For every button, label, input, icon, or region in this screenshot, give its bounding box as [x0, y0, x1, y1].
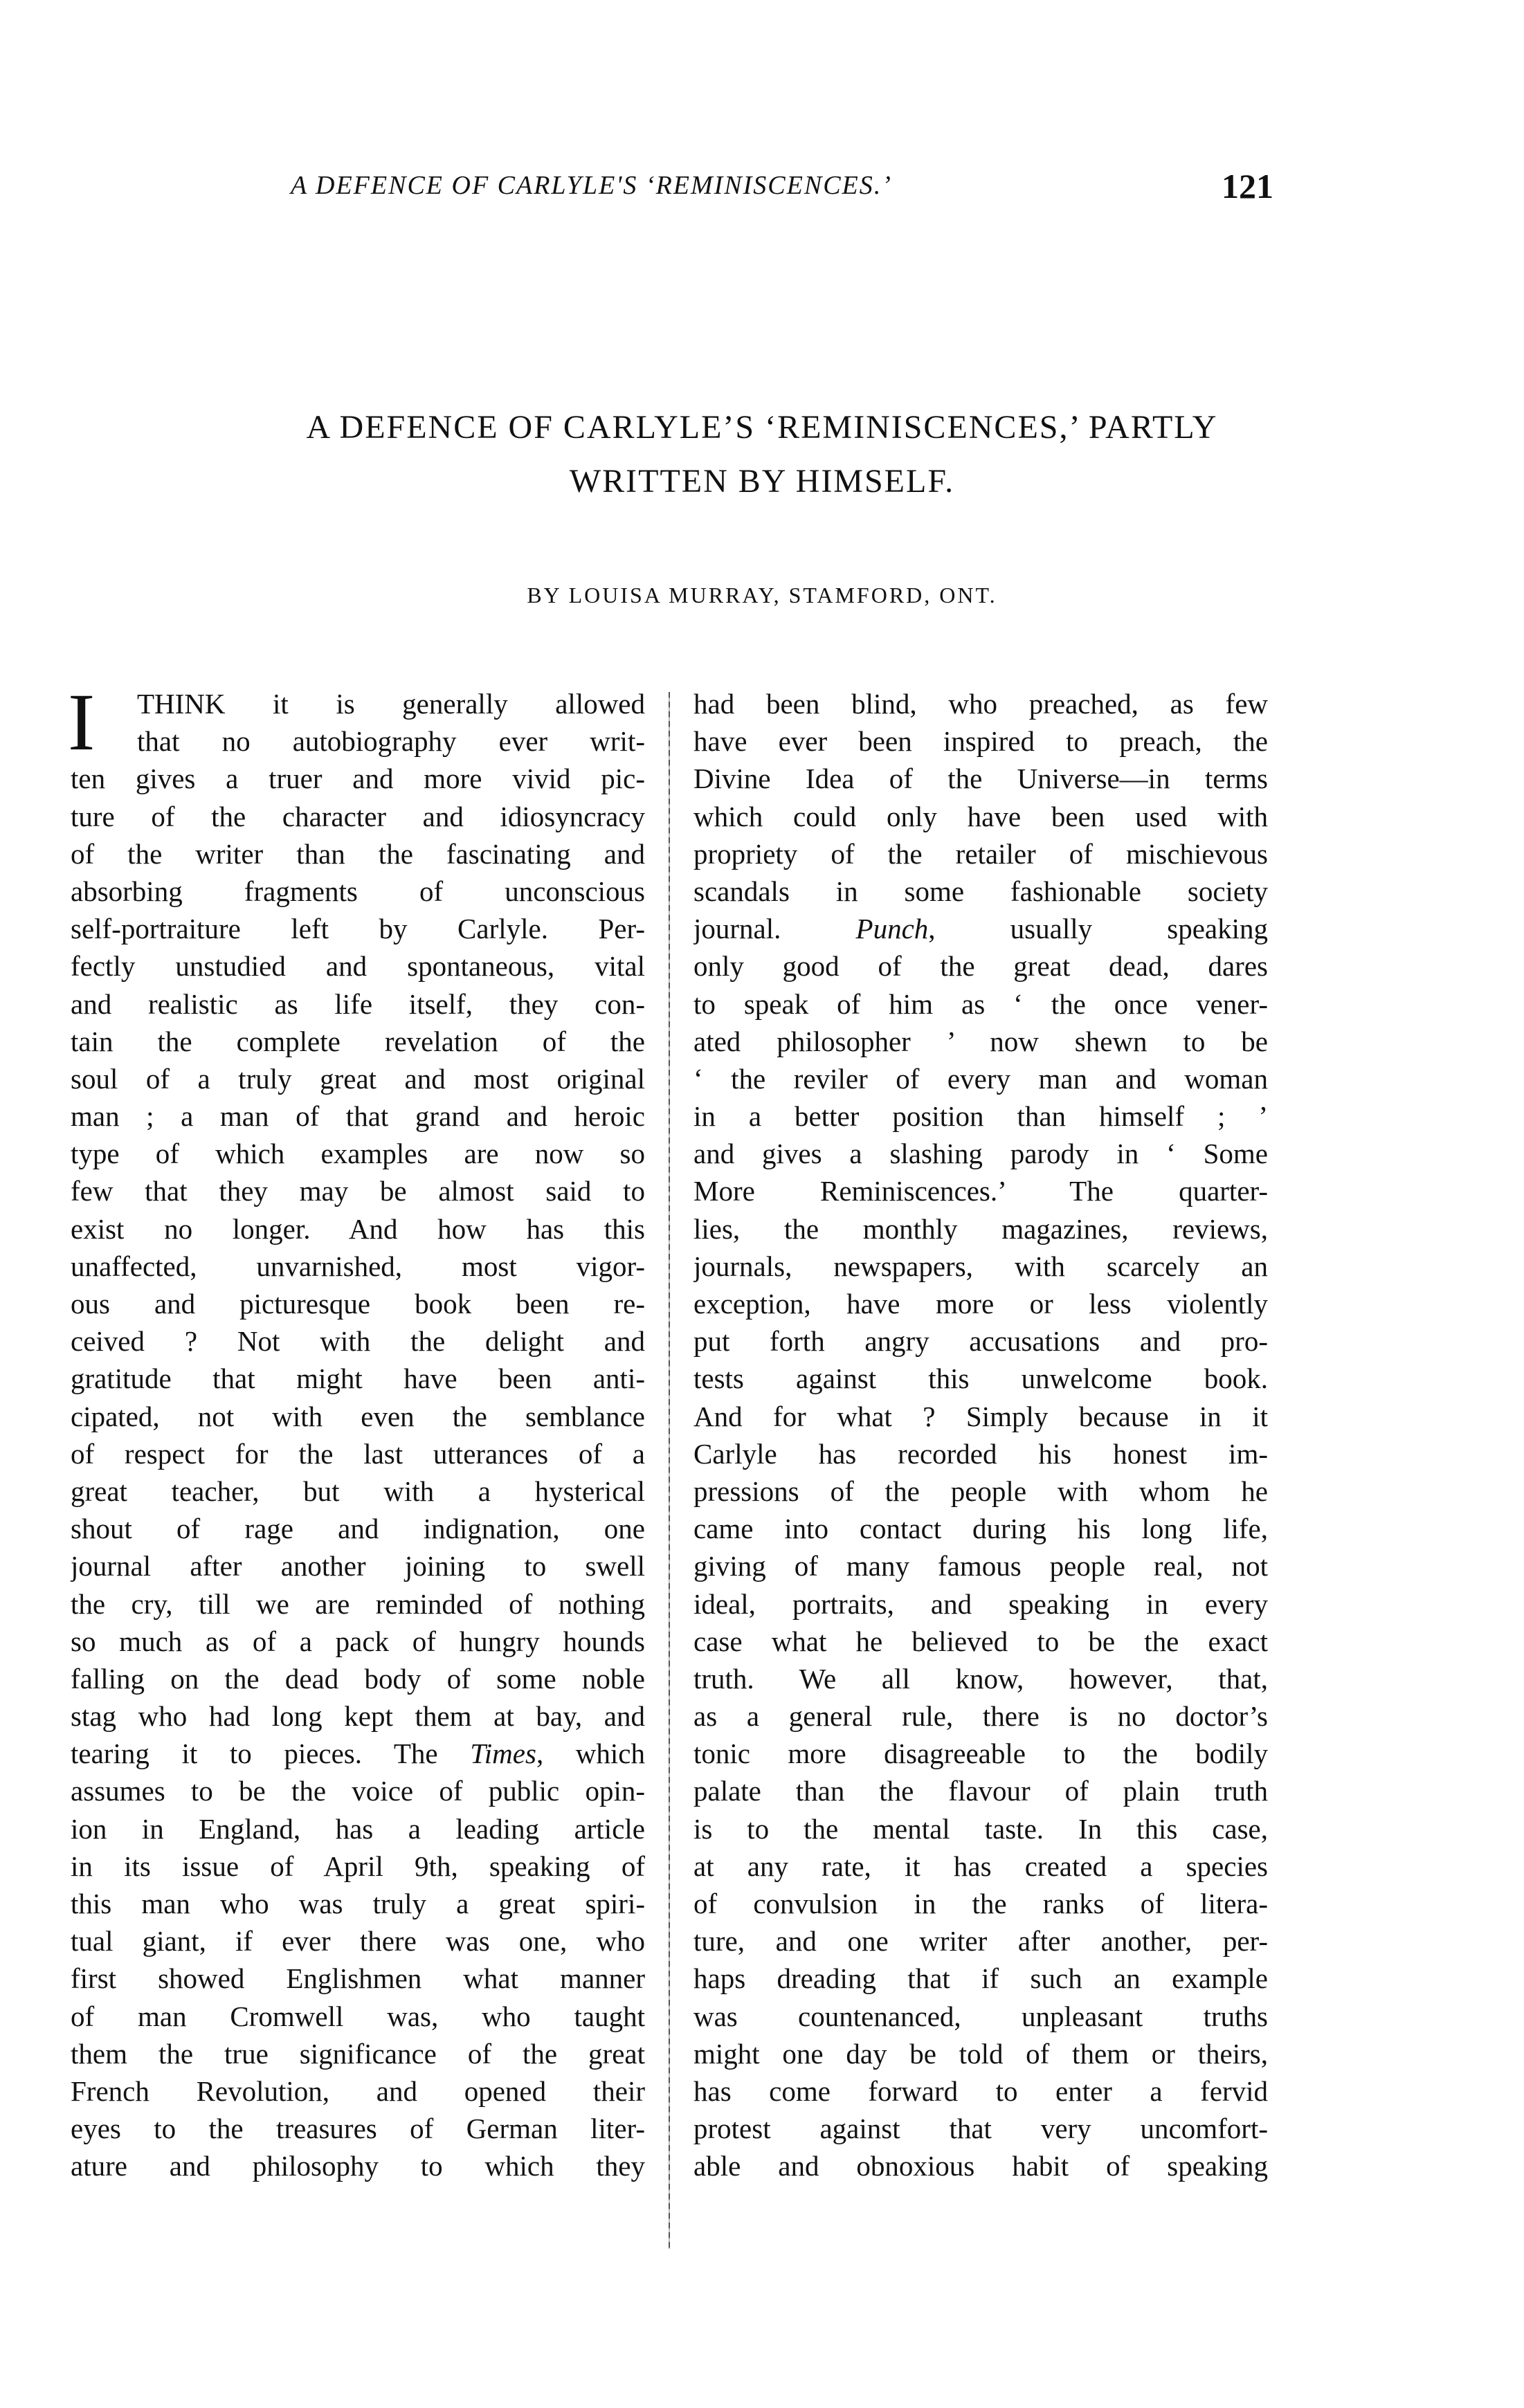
text-segment: journal. — [693, 913, 781, 945]
text-line: assumes to be the voice of public opin- — [71, 1775, 645, 1807]
text-line: journal after another joining to swell — [71, 1550, 645, 1582]
text-line: absorbing fragments of unconscious — [71, 875, 645, 907]
text-line: only good of the great dead, dares — [693, 950, 1268, 983]
text-line: scandals in some fashionable society — [693, 875, 1268, 907]
text-line: ated philosopher ’ now shewn to be — [693, 1025, 1268, 1057]
text-line: that no autobiography ever writ- — [137, 725, 645, 758]
text-line: pressions of the people with whom he — [693, 1475, 1268, 1507]
text-line: THINK it is generally allowed — [137, 688, 645, 720]
text-line: journals, newspapers, with scarcely an — [693, 1250, 1268, 1282]
text-segment: tearing it to pieces. The — [71, 1737, 438, 1770]
text-line — [71, 1735, 645, 1772]
text-line: falling on the dead body of some noble — [71, 1662, 645, 1695]
article-title-line-1: A DEFENCE OF CARLYLE’S ‘REMINISCENCES,’ PARTLY — [306, 409, 1218, 446]
text-line: exist no longer. And how has this — [71, 1212, 645, 1245]
text-line: exception, have more or less violently — [693, 1288, 1268, 1320]
text-line: ous and picturesque book been re- — [71, 1288, 645, 1320]
text-line: eyes to the treasures of German liter- — [71, 2113, 645, 2145]
text-line: came into contact during his long life, — [693, 1513, 1268, 1545]
text-line: case what he believed to be the exact — [693, 1625, 1268, 1657]
text-line: type of which examples are now so — [71, 1138, 645, 1170]
text-line: haps dreading that if such an example — [693, 1962, 1268, 1995]
text-line: ceived ? Not with the delight and — [71, 1325, 645, 1358]
text-line: put forth angry accusations and pro- — [693, 1325, 1268, 1358]
text-line: Divine Idea of the Universe—in terms — [693, 763, 1268, 795]
text-line: is to the mental taste. In this case, — [693, 1812, 1268, 1845]
text-line: might one day be told of them or theirs, — [693, 2037, 1268, 2070]
text-line: had been blind, who preached, as few — [693, 688, 1268, 720]
column-rule — [669, 692, 670, 2249]
text-line: ature and philosophy to which they — [71, 2150, 645, 2182]
text-line: in a better position than himself ; ’ — [693, 1100, 1268, 1133]
text-line: have ever been inspired to preach, the — [693, 725, 1268, 758]
text-line: gratitude that might have been anti- — [71, 1362, 645, 1395]
text-line: the cry, till we are reminded of nothing — [71, 1587, 645, 1620]
text-line: few that they may be almost said to — [71, 1175, 645, 1207]
text-line: fectly unstudied and spontaneous, vital — [71, 950, 645, 983]
text-line: ten gives a truer and more vivid pic- — [71, 763, 645, 795]
text-line: French Revolution, and opened their — [71, 2074, 645, 2107]
text-line: tests against this unwelcome book. — [693, 1362, 1268, 1395]
text-line: ideal, portraits, and speaking in every — [693, 1587, 1268, 1620]
text-line: and realistic as life itself, they con- — [71, 987, 645, 1020]
italic-title: Times — [470, 1737, 536, 1770]
text-line: at any rate, it has created a species — [693, 1850, 1268, 1882]
text-line: ‘ the reviler of every man and woman — [693, 1062, 1268, 1095]
text-line: which could only have been used with — [693, 800, 1268, 832]
text-line: ture of the character and idiosyncracy — [71, 800, 645, 832]
page-number: 121 — [1222, 167, 1273, 206]
text-line: was countenanced, unpleasant truths — [693, 2000, 1268, 2032]
text-line: tonic more disagreeable to the bodily — [693, 1737, 1268, 1770]
text-line: palate than the flavour of plain truth — [693, 1775, 1268, 1807]
text-line: unaffected, unvarnished, most vigor- — [71, 1250, 645, 1282]
text-line: cipated, not with even the semblance — [71, 1400, 645, 1432]
text-line: has come forward to enter a fervid — [693, 2074, 1268, 2107]
text-line: of the writer than the fascinating and — [71, 837, 645, 870]
text-line: of respect for the last utterances of a — [71, 1437, 645, 1470]
text-line: them the true significance of the great — [71, 2037, 645, 2070]
text-line: so much as of a pack of hungry hounds — [71, 1625, 645, 1657]
text-line: stag who had long kept them at bay, and — [71, 1700, 645, 1733]
text-line: this man who was truly a great spiri- — [71, 1888, 645, 1919]
text-line: and gives a slashing parody in ‘ Some — [693, 1138, 1268, 1170]
running-head-title: A DEFENCE OF CARLYLE'S ‘REMINISCENCES.’ — [291, 171, 892, 200]
text-segment: , which — [536, 1737, 645, 1770]
text-line: as a general rule, there is no doctor’s — [693, 1700, 1268, 1733]
text-line: in its issue of April 9th, speaking of — [71, 1850, 645, 1882]
text-line: tain the complete revelation of the — [71, 1025, 645, 1057]
text-line: lies, the monthly magazines, reviews, — [693, 1212, 1268, 1245]
text-line: of convulsion in the ranks of litera- — [693, 1888, 1268, 1919]
text-line: of man Cromwell was, who taught — [71, 2000, 645, 2032]
text-line: self-portraiture left by Carlyle. Per- — [71, 913, 645, 945]
text-line: shout of rage and indignation, one — [71, 1513, 645, 1545]
text-line: truth. We all know, however, that, — [693, 1662, 1268, 1695]
byline: BY LOUISA MURRAY, STAMFORD, ONT. — [527, 583, 997, 608]
running-head — [291, 166, 1273, 221]
text-line: to speak of him as ‘ the once vener- — [693, 987, 1268, 1020]
text-line: ion in England, has a leading article — [71, 1812, 645, 1845]
right-column — [693, 685, 1268, 2185]
text-line: More Reminiscences.’ The quarter- — [693, 1175, 1268, 1207]
text-line: great teacher, but with a hysterical — [71, 1475, 645, 1507]
text-line: first showed Englishmen what manner — [71, 1962, 645, 1995]
text-line: giving of many famous people real, not — [693, 1550, 1268, 1582]
text-line: soul of a truly great and most original — [71, 1062, 645, 1095]
left-column — [68, 677, 645, 2185]
drop-cap: I — [68, 677, 96, 767]
text-line: Carlyle has recorded his honest im- — [693, 1437, 1268, 1470]
text-line: ture, and one writer after another, per- — [693, 1925, 1268, 1958]
italic-title: Punch — [855, 913, 929, 945]
article-title-line-2: WRITTEN BY HIMSELF. — [569, 463, 955, 500]
text-line: propriety of the retailer of mischievous — [693, 837, 1268, 870]
text-line: protest against that very uncomfort- — [693, 2113, 1268, 2145]
text-line: And for what ? Simply because in it — [693, 1400, 1268, 1432]
text-segment: , usually speaking — [928, 913, 1268, 945]
text-line: able and obnoxious habit of speaking — [693, 2150, 1268, 2182]
text-line: tual giant, if ever there was one, who — [71, 1925, 645, 1958]
text-line — [693, 910, 1268, 947]
text-line: man ; a man of that grand and heroic — [71, 1100, 645, 1133]
